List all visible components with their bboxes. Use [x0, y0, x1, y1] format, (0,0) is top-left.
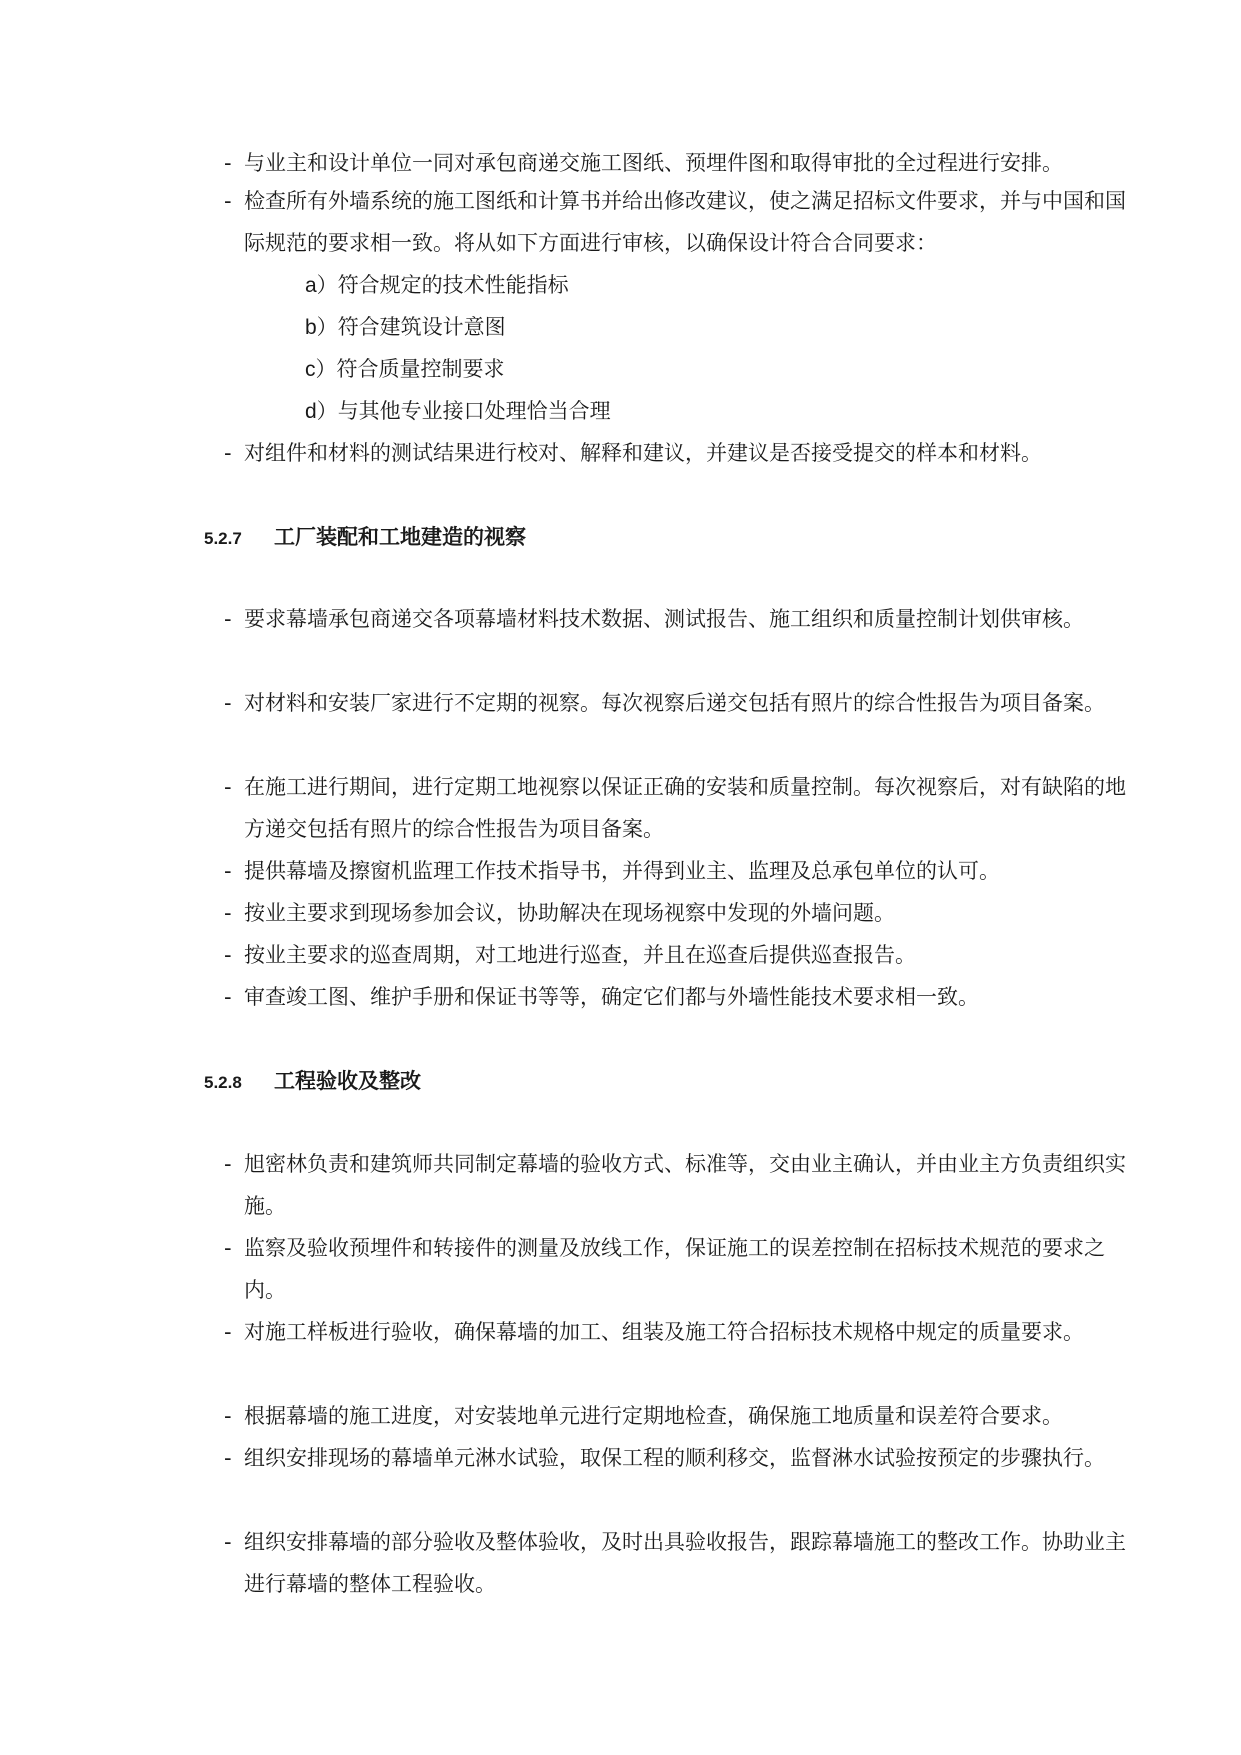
bullet-dash: - — [224, 985, 232, 1009]
bullet-dash: - — [224, 441, 232, 465]
list-item — [224, 1437, 1129, 1479]
list-item — [224, 1143, 1129, 1227]
sub-list-item — [305, 264, 569, 307]
list-item-text: 组织安排幕墙的部分验收及整体验收，及时出具验收报告，跟踪幕墙施工的整改工作。协助业主进行幕墙的整体工程验收。 — [244, 1530, 1126, 1596]
list-item-text: 检查所有外墙系统的施工图纸和计算书并给出修改建议，使之满足招标文件要求，并与中国和国际规范的要求相一致。将从如下方面进行审核，以确保设计符合合同要求： — [244, 189, 1126, 255]
list-item — [224, 766, 1129, 850]
sub-list-item — [305, 348, 505, 391]
list-item — [224, 934, 1129, 976]
section-heading — [204, 1066, 421, 1098]
bullet-dash: - — [224, 1236, 232, 1260]
list-item — [224, 1395, 1129, 1437]
list-item — [224, 142, 1129, 184]
sub-item-label: d） — [305, 400, 338, 423]
sub-item-text: 符合建筑设计意图 — [337, 315, 506, 339]
section-title: 工厂装配和工地建造的视察 — [274, 524, 526, 549]
list-item — [224, 432, 1129, 474]
bullet-dash: - — [224, 1404, 232, 1428]
section-number: 5.2.8 — [204, 1073, 242, 1092]
list-item-text: 组织安排现场的幕墙单元淋水试验，取保工程的顺利移交，监督淋水试验按预定的步骤执行。 — [244, 1446, 1105, 1470]
list-item — [224, 1227, 1129, 1311]
section-heading — [204, 522, 526, 554]
list-item-text: 提供幕墙及擦窗机监理工作技术指导书，并得到业主、监理及总承包单位的认可。 — [244, 859, 1000, 883]
sub-item-text: 符合规定的技术性能指标 — [337, 273, 569, 297]
list-item-text: 根据幕墙的施工进度，对安装地单元进行定期地检查，确保施工地质量和误差符合要求。 — [244, 1404, 1063, 1428]
list-item — [224, 1311, 1129, 1353]
sub-item-text: 与其他专业接口处理恰当合理 — [337, 399, 611, 423]
bullet-dash: - — [224, 859, 232, 883]
bullet-dash: - — [224, 1446, 232, 1470]
list-item-text: 审查竣工图、维护手册和保证书等等，确定它们都与外墙性能技术要求相一致。 — [244, 985, 979, 1009]
bullet-dash: - — [224, 901, 232, 925]
list-item — [224, 1521, 1129, 1605]
list-item-text: 按业主要求的巡查周期，对工地进行巡查，并且在巡查后提供巡查报告。 — [244, 943, 916, 967]
bullet-dash: - — [224, 691, 232, 715]
list-item — [224, 598, 1129, 640]
sub-item-label: a） — [305, 274, 338, 297]
bullet-dash: - — [224, 943, 232, 967]
list-item-text: 对组件和材料的测试结果进行校对、解释和建议，并建议是否接受提交的样本和材料。 — [244, 441, 1042, 465]
sub-item-label: b） — [305, 316, 338, 339]
list-item — [224, 976, 1129, 1018]
list-item-text: 旭密林负责和建筑师共同制定幕墙的验收方式、标准等，交由业主确认，并由业主方负责组织实施。 — [244, 1152, 1126, 1218]
list-item-text: 要求幕墙承包商递交各项幕墙材料技术数据、测试报告、施工组织和质量控制计划供审核。 — [244, 607, 1084, 631]
list-item-text: 与业主和设计单位一同对承包商递交施工图纸、预埋件图和取得审批的全过程进行安排。 — [244, 151, 1063, 175]
bullet-dash: - — [224, 1320, 232, 1344]
sub-list-item — [305, 306, 506, 349]
bullet-dash: - — [224, 1530, 232, 1554]
list-item — [224, 892, 1129, 934]
list-item-text: 对施工样板进行验收，确保幕墙的加工、组装及施工符合招标技术规格中规定的质量要求。 — [244, 1320, 1084, 1344]
list-item-text: 在施工进行期间，进行定期工地视察以保证正确的安装和质量控制。每次视察后，对有缺陷的地方递交包括有照片的综合性报告为项目备案。 — [244, 775, 1126, 841]
section-title: 工程验收及整改 — [274, 1068, 421, 1093]
bullet-dash: - — [224, 775, 232, 799]
bullet-dash: - — [224, 189, 232, 213]
bullet-dash: - — [224, 1152, 232, 1176]
bullet-dash: - — [224, 151, 232, 175]
sub-item-text: 符合质量控制要求 — [336, 357, 505, 381]
list-item — [224, 180, 1129, 264]
list-item-text: 监察及验收预埋件和转接件的测量及放线工作，保证施工的误差控制在招标技术规范的要求之内。 — [244, 1236, 1105, 1302]
bullet-dash: - — [224, 607, 232, 631]
list-item — [224, 682, 1129, 724]
section-number: 5.2.7 — [204, 529, 242, 548]
sub-item-label: c） — [305, 358, 337, 381]
list-item — [224, 850, 1129, 892]
sub-list-item — [305, 390, 611, 433]
list-item-text: 按业主要求到现场参加会议，协助解决在现场视察中发现的外墙问题。 — [244, 901, 895, 925]
list-item-text: 对材料和安装厂家进行不定期的视察。每次视察后递交包括有照片的综合性报告为项目备案。 — [244, 691, 1105, 715]
